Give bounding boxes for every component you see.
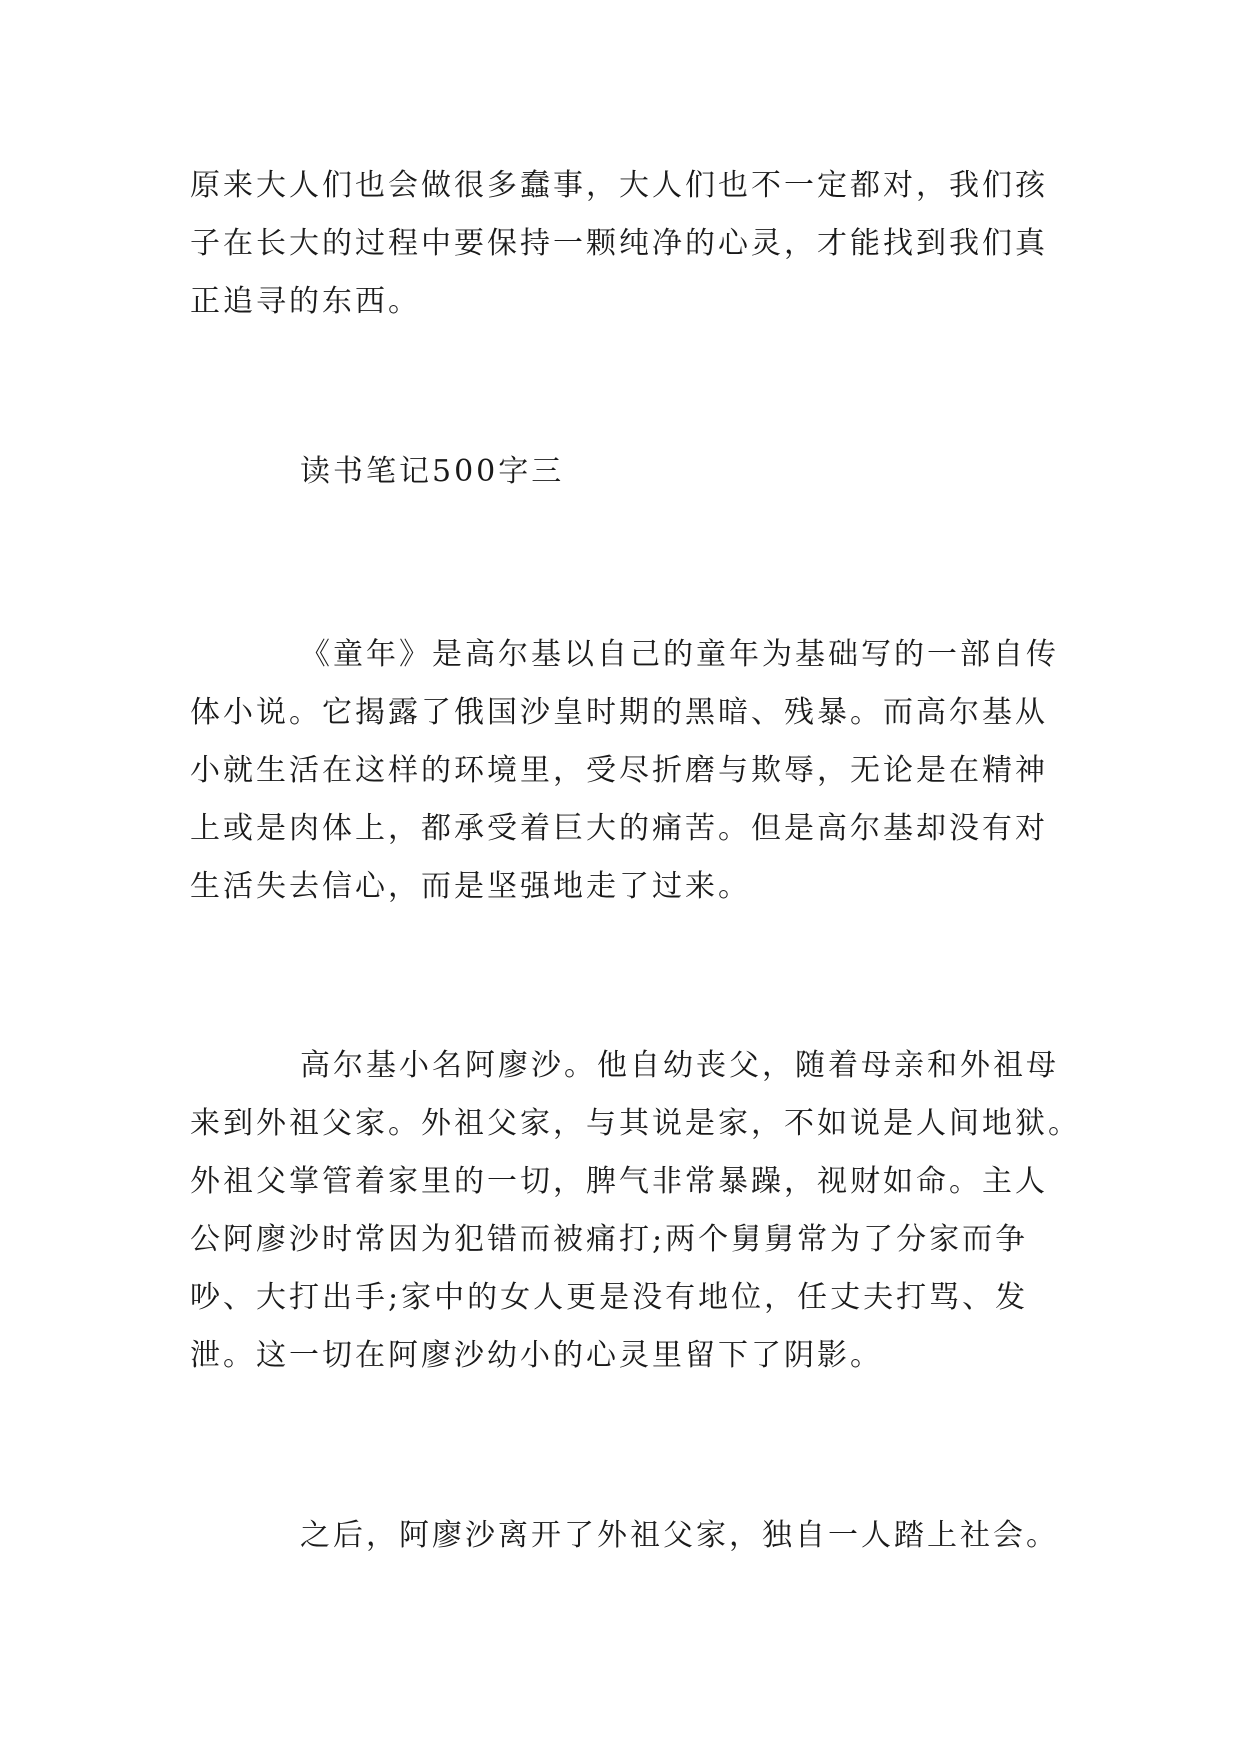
paragraph-line: 正追寻的东西。 <box>190 284 421 319</box>
paragraph-line: 吵、大打出手;家中的女人更是没有地位，任丈夫打骂、发 <box>190 1280 1029 1315</box>
paragraph-line: 原来大人们也会做很多蠢事，大人们也不一定都对，我们孩 <box>190 168 1048 203</box>
paragraph-line: 上或是肉体上，都承受着巨大的痛苦。但是高尔基却没有对 <box>190 811 1048 846</box>
paragraph-line: 高尔基小名阿廖沙。他自幼丧父，随着母亲和外祖母 <box>300 1048 1059 1083</box>
paragraph-3 <box>190 1037 1081 1385</box>
paragraph-1 <box>190 157 1050 331</box>
paragraph-line: 子在长大的过程中要保持一颗纯净的心灵，才能找到我们真 <box>190 226 1048 261</box>
paragraph-line: 生活失去信心，而是坚强地走了过来。 <box>190 869 751 904</box>
paragraph-line: 来到外祖父家。外祖父家，与其说是家，不如说是人间地狱。 <box>190 1106 1081 1141</box>
section-heading: 读书笔记500字三 <box>300 454 565 489</box>
paragraph-line: 外祖父掌管着家里的一切，脾气非常暴躁，视财如命。主人 <box>190 1164 1048 1199</box>
paragraph-line: 体小说。它揭露了俄国沙皇时期的黑暗、残暴。而高尔基从 <box>190 695 1048 730</box>
paragraph-line: 泄。这一切在阿廖沙幼小的心灵里留下了阴影。 <box>190 1338 883 1373</box>
paragraph-line: 小就生活在这样的环境里，受尽折磨与欺辱，无论是在精神 <box>190 753 1048 788</box>
paragraph-line: 之后，阿廖沙离开了外祖父家，独自一人踏上社会。 <box>300 1518 1059 1553</box>
paragraph-4 <box>190 1507 1059 1565</box>
paragraph-line: 《童年》是高尔基以自己的童年为基础写的一部自传 <box>300 637 1059 672</box>
paragraph-2 <box>190 626 1059 916</box>
paragraph-line: 公阿廖沙时常因为犯错而被痛打;两个舅舅常为了分家而争 <box>190 1222 1029 1257</box>
